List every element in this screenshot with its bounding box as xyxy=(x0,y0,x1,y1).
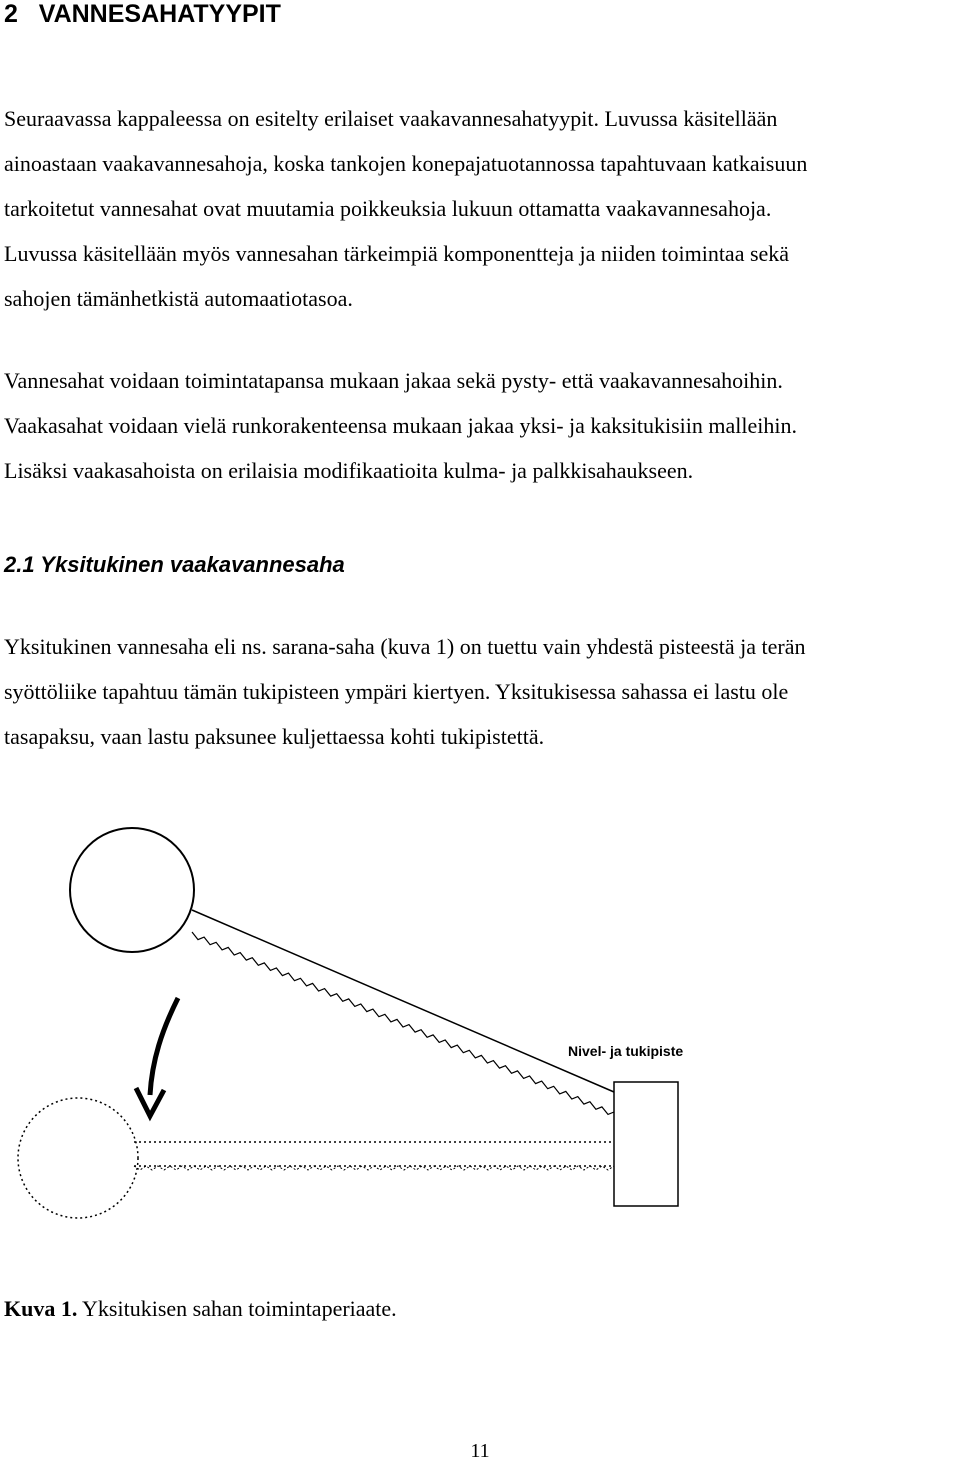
curved-arrow xyxy=(150,998,178,1095)
paragraph-line: Seuraavassa kappaleessa on esitelty erilaiset vaakavannesahatyypit. Luvussa käsitellään xyxy=(4,106,778,131)
intro-paragraph xyxy=(4,96,956,321)
upper-blade-teeth xyxy=(192,932,614,1114)
paragraph-line: Yksitukinen vannesaha eli ns. sarana-saha (kuva 1) on tuettu vain yhdestä pisteestä ja terän xyxy=(4,634,806,659)
caption-text: Yksitukisen sahan toimintaperiaate. xyxy=(77,1296,397,1321)
paragraph-line: ainoastaan vaakavannesahoja, koska tankojen konepajatuotannossa tapahtuvaan katkaisuun xyxy=(4,151,808,176)
pivot-support-block xyxy=(614,1082,678,1206)
paragraph-line: Lisäksi vaakasahoista on erilaisia modifikaatioita kulma- ja palkkisahaukseen. xyxy=(4,458,694,483)
section-heading: 2.1 Yksitukinen vaakavannesaha xyxy=(4,552,345,577)
paragraph-line: Luvussa käsitellään myös vannesahan tärkeimpiä komponentteja ja niiden toimintaa sekä xyxy=(4,241,790,266)
paragraph-line: Vaakasahat voidaan vielä runkorakenteensa mukaan jakaa yksi- ja kaksitukisiin malleihin. xyxy=(4,413,797,438)
caption-label: Kuva 1. xyxy=(4,1296,78,1321)
lower-wheel xyxy=(18,1098,138,1218)
chapter-title: VANNESAHATYYPIT xyxy=(38,0,281,28)
paragraph-line: tasapaksu, vaan lastu paksunee kuljettaessa kohti tukipistettä. xyxy=(4,724,545,749)
figure-caption xyxy=(4,1296,397,1322)
upper-wheel xyxy=(70,828,194,952)
pivot-label: Nivel- ja tukipiste xyxy=(568,1043,684,1059)
section-paragraph xyxy=(4,624,956,759)
chapter-number: 2 xyxy=(4,0,18,28)
paragraph-line: tarkoitetut vannesahat ovat muutamia poikkeuksia lukuun ottamatta vaakavannesahoja. xyxy=(4,196,772,221)
paragraph-line: syöttöliike tapahtuu tämän tukipisteen ympäri kiertyen. Yksitukisessa sahassa ei lastu ole xyxy=(4,679,789,704)
saw-diagram xyxy=(0,820,760,1220)
chapter-heading xyxy=(4,0,281,29)
paragraph-line: Vannesahat voidaan toimintatapansa mukaan jakaa sekä pysty- että vaakavannesahoihin. xyxy=(4,368,783,393)
page-number: 11 xyxy=(470,1440,490,1462)
types-paragraph xyxy=(4,358,956,493)
upper-blade-edge xyxy=(192,910,614,1092)
paragraph-line: sahojen tämänhetkistä automaatiotasoa. xyxy=(4,286,353,311)
